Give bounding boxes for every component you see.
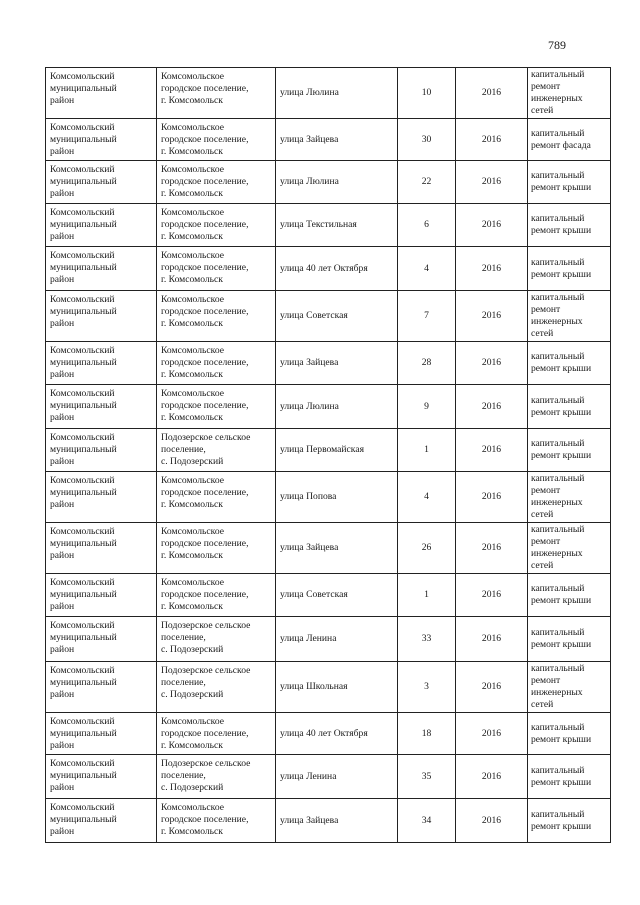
settlement-cell (157, 574, 276, 617)
settlement-cell-line: городское поселение, (161, 306, 249, 317)
table-body (46, 68, 611, 843)
district-cell-line: район (50, 95, 75, 106)
work-type-cell (528, 385, 611, 429)
district-cell-line: район (50, 782, 75, 793)
table-row (46, 523, 611, 574)
settlement-cell (157, 68, 276, 119)
year-cell: 2016 (456, 385, 528, 429)
settlement-cell-line: Комсомольское (161, 122, 224, 133)
district-cell-line: район (50, 601, 75, 612)
work-type-cell-line: капитальный (531, 351, 585, 362)
table-row (46, 713, 611, 755)
district-cell (46, 472, 157, 523)
street-cell: улица Люлина (276, 68, 398, 119)
street-cell: улица Ленина (276, 617, 398, 662)
work-type-cell-line: ремонт (531, 675, 561, 686)
work-type-cell-line: капитальный (531, 69, 585, 80)
district-cell-line: муниципальный (50, 770, 117, 781)
settlement-cell-line: г. Комсомольск (161, 274, 223, 285)
district-cell (46, 119, 157, 161)
district-cell (46, 161, 157, 204)
district-cell (46, 713, 157, 755)
district-cell-line: муниципальный (50, 487, 117, 498)
street-cell: улица Зайцева (276, 119, 398, 161)
settlement-cell-line: Подозерское сельское (161, 665, 251, 676)
settlement-cell-line: с. Подозерский (161, 644, 224, 655)
work-type-cell-line: инженерных (531, 316, 583, 327)
settlement-cell-line: городское поселение, (161, 219, 249, 230)
district-cell-line: Комсомольский (50, 475, 115, 486)
year-cell: 2016 (456, 755, 528, 799)
settlement-cell-line: г. Комсомольск (161, 601, 223, 612)
district-cell-line: Комсомольский (50, 388, 115, 399)
district-cell-line: район (50, 231, 75, 242)
work-type-cell-line: ремонт крыши (531, 182, 592, 193)
street-cell: улица Текстильная (276, 204, 398, 247)
settlement-cell-line: с. Подозерский (161, 456, 224, 467)
year-cell: 2016 (456, 68, 528, 119)
district-cell-line: район (50, 369, 75, 380)
district-cell-line: муниципальный (50, 677, 117, 688)
settlement-cell (157, 429, 276, 472)
house-number-cell: 26 (398, 523, 456, 574)
district-cell-line: район (50, 146, 75, 157)
settlement-cell-line: городское поселение, (161, 589, 249, 600)
settlement-cell-line: городское поселение, (161, 83, 249, 94)
settlement-cell-line: Комсомольское (161, 207, 224, 218)
district-cell-line: муниципальный (50, 176, 117, 187)
district-cell-line: Комсомольский (50, 164, 115, 175)
settlement-cell-line: городское поселение, (161, 176, 249, 187)
work-type-cell-line: ремонт крыши (531, 820, 592, 832)
table-row (46, 662, 611, 713)
settlement-cell-line: Комсомольское (161, 802, 224, 813)
settlement-cell-line: поселение, (161, 677, 206, 688)
work-type-cell-line: инженерных (531, 93, 583, 104)
district-cell-line: муниципальный (50, 728, 117, 739)
house-number-cell: 4 (398, 472, 456, 523)
settlement-cell-line: г. Комсомольск (161, 412, 223, 423)
settlement-cell (157, 204, 276, 247)
settlement-cell-line: г. Комсомольск (161, 95, 223, 106)
work-type-cell (528, 68, 611, 119)
work-type-cell-line: капитальный (531, 256, 585, 268)
table-row (46, 617, 611, 662)
settlement-cell-line: г. Комсомольск (161, 146, 223, 157)
housing-repair-table (45, 67, 611, 843)
house-number-cell: 3 (398, 662, 456, 713)
district-cell-line: Комсомольский (50, 802, 115, 813)
street-cell: улица Школьная (276, 662, 398, 713)
district-cell-line: муниципальный (50, 589, 117, 600)
settlement-cell-line: г. Комсомольск (161, 369, 223, 380)
district-cell (46, 662, 157, 713)
house-number-cell: 22 (398, 161, 456, 204)
work-type-cell-line: ремонт крыши (531, 225, 592, 236)
street-cell: улица Люлина (276, 161, 398, 204)
settlement-cell-line: г. Комсомольск (161, 231, 223, 242)
settlement-cell (157, 247, 276, 291)
district-cell-line: Комсомольский (50, 250, 115, 261)
district-cell (46, 342, 157, 385)
house-number-cell: 35 (398, 755, 456, 799)
settlement-cell-line: городское поселение, (161, 134, 249, 145)
district-cell-line: Комсомольский (50, 577, 115, 588)
district-cell (46, 291, 157, 342)
settlement-cell-line: городское поселение, (161, 262, 249, 273)
settlement-cell (157, 342, 276, 385)
work-type-cell-line: ремонт (531, 81, 561, 92)
district-cell-line: район (50, 456, 75, 467)
settlement-cell (157, 799, 276, 843)
work-type-cell-line: капитальный (531, 170, 585, 181)
district-cell-line: муниципальный (50, 814, 117, 825)
work-type-cell-line: сетей (531, 105, 554, 116)
settlement-cell (157, 119, 276, 161)
settlement-cell (157, 385, 276, 429)
work-type-cell-line: капитальный (531, 663, 585, 674)
district-cell-line: муниципальный (50, 357, 117, 368)
settlement-cell-line: г. Комсомольск (161, 188, 223, 199)
work-type-cell-line: инженерных (531, 548, 583, 559)
district-cell-line: Комсомольский (50, 716, 115, 727)
house-number-cell: 30 (398, 119, 456, 161)
district-cell-line: муниципальный (50, 632, 117, 643)
work-type-cell-line: ремонт крыши (531, 450, 592, 461)
settlement-cell (157, 523, 276, 574)
district-cell-line: Комсомольский (50, 526, 115, 537)
street-cell: улица Зайцева (276, 799, 398, 843)
district-cell-line: Комсомольский (50, 122, 115, 133)
district-cell (46, 429, 157, 472)
work-type-cell (528, 472, 611, 523)
settlement-cell-line: Подозерское сельское (161, 432, 251, 443)
settlement-cell (157, 617, 276, 662)
work-type-cell-line: ремонт крыши (531, 268, 592, 280)
work-type-cell (528, 755, 611, 799)
settlement-cell-line: городское поселение, (161, 728, 249, 739)
year-cell: 2016 (456, 713, 528, 755)
work-type-cell-line: ремонт фасада (531, 139, 591, 151)
work-type-cell-line: ремонт крыши (531, 776, 592, 788)
year-cell: 2016 (456, 119, 528, 161)
settlement-cell-line: городское поселение, (161, 487, 249, 498)
district-cell-line: муниципальный (50, 219, 117, 230)
settlement-cell (157, 291, 276, 342)
work-type-cell-line: капитальный (531, 764, 585, 776)
house-number-cell: 28 (398, 342, 456, 385)
settlement-cell-line: городское поселение, (161, 400, 249, 411)
district-cell-line: муниципальный (50, 306, 117, 317)
district-cell-line: Комсомольский (50, 758, 115, 769)
table-row (46, 472, 611, 523)
house-number-cell: 7 (398, 291, 456, 342)
settlement-cell-line: Комсомольское (161, 294, 224, 305)
table-row (46, 291, 611, 342)
house-number-cell: 18 (398, 713, 456, 755)
work-type-cell-line: ремонт (531, 536, 561, 547)
settlement-cell-line: Комсомольское (161, 475, 224, 486)
page-number: 789 (548, 38, 566, 52)
year-cell: 2016 (456, 342, 528, 385)
work-type-cell-line: ремонт крыши (531, 363, 592, 374)
settlement-cell-line: Комсомольское (161, 345, 224, 356)
district-cell-line: муниципальный (50, 444, 117, 455)
house-number-cell: 1 (398, 429, 456, 472)
work-type-cell (528, 713, 611, 755)
settlement-cell-line: Комсомольское (161, 577, 224, 588)
settlement-cell-line: г. Комсомольск (161, 499, 223, 510)
settlement-cell-line: городское поселение, (161, 357, 249, 368)
district-cell-line: муниципальный (50, 134, 117, 145)
street-cell: улица Советская (276, 291, 398, 342)
settlement-cell-line: Комсомольское (161, 388, 224, 399)
settlement-cell-line: городское поселение, (161, 538, 249, 549)
street-cell: улица Зайцева (276, 342, 398, 385)
district-cell-line: Комсомольский (50, 345, 115, 356)
settlement-cell-line: поселение, (161, 444, 206, 455)
house-number-cell: 10 (398, 68, 456, 119)
house-number-cell: 6 (398, 204, 456, 247)
work-type-cell-line: капитальный (531, 627, 585, 638)
work-type-cell-line: капитальный (531, 524, 585, 535)
work-type-cell-line: сетей (531, 328, 554, 339)
work-type-cell (528, 799, 611, 843)
street-cell: улица 40 лет Октября (276, 713, 398, 755)
work-type-cell-line: капитальный (531, 394, 585, 406)
district-cell-line: район (50, 740, 75, 751)
settlement-cell-line: г. Комсомольск (161, 826, 223, 837)
district-cell (46, 755, 157, 799)
settlement-cell-line: Комсомольское (161, 250, 224, 261)
work-type-cell-line: капитальный (531, 721, 585, 733)
district-cell-line: район (50, 499, 75, 510)
year-cell: 2016 (456, 204, 528, 247)
year-cell: 2016 (456, 662, 528, 713)
street-cell: улица Зайцева (276, 523, 398, 574)
street-cell: улица Первомайская (276, 429, 398, 472)
district-cell-line: Комсомольский (50, 665, 115, 676)
work-type-cell (528, 291, 611, 342)
work-type-cell-line: капитальный (531, 808, 585, 820)
settlement-cell-line: поселение, (161, 770, 206, 781)
work-type-cell (528, 662, 611, 713)
district-cell-line: Комсомольский (50, 620, 115, 631)
house-number-cell: 9 (398, 385, 456, 429)
district-cell (46, 385, 157, 429)
district-cell-line: район (50, 188, 75, 199)
street-cell: улица Ленина (276, 755, 398, 799)
table-row (46, 161, 611, 204)
table-row (46, 247, 611, 291)
district-cell-line: район (50, 826, 75, 837)
settlement-cell-line: Комсомольское (161, 71, 224, 82)
district-cell-line: район (50, 644, 75, 655)
district-cell-line: муниципальный (50, 400, 117, 411)
table-row (46, 799, 611, 843)
year-cell: 2016 (456, 799, 528, 843)
table-row (46, 574, 611, 617)
district-cell (46, 204, 157, 247)
settlement-cell-line: с. Подозерский (161, 782, 224, 793)
work-type-cell-line: инженерных (531, 687, 583, 698)
table-row (46, 204, 611, 247)
settlement-cell (157, 662, 276, 713)
settlement-cell-line: г. Комсомольск (161, 318, 223, 329)
year-cell: 2016 (456, 523, 528, 574)
street-cell: улица Попова (276, 472, 398, 523)
street-cell: улица Люлина (276, 385, 398, 429)
district-cell (46, 247, 157, 291)
settlement-cell-line: Комсомольское (161, 716, 224, 727)
table-row (46, 68, 611, 119)
work-type-cell (528, 574, 611, 617)
district-cell (46, 617, 157, 662)
work-type-cell-line: капитальный (531, 213, 585, 224)
settlement-cell-line: Комсомольское (161, 164, 224, 175)
district-cell-line: Комсомольский (50, 207, 115, 218)
settlement-cell-line: Комсомольское (161, 526, 224, 537)
settlement-cell (157, 161, 276, 204)
year-cell: 2016 (456, 291, 528, 342)
district-cell-line: Комсомольский (50, 71, 115, 82)
work-type-cell-line: капитальный (531, 583, 585, 594)
settlement-cell-line: Подозерское сельское (161, 620, 251, 631)
settlement-cell-line: с. Подозерский (161, 689, 224, 700)
district-cell-line: район (50, 550, 75, 561)
house-number-cell: 33 (398, 617, 456, 662)
work-type-cell (528, 617, 611, 662)
year-cell: 2016 (456, 574, 528, 617)
work-type-cell-line: ремонт крыши (531, 639, 592, 650)
district-cell-line: муниципальный (50, 83, 117, 94)
house-number-cell: 34 (398, 799, 456, 843)
house-number-cell: 1 (398, 574, 456, 617)
work-type-cell-line: ремонт (531, 304, 561, 315)
work-type-cell-line: сетей (531, 699, 554, 710)
table-row (46, 755, 611, 799)
settlement-cell (157, 755, 276, 799)
district-cell (46, 68, 157, 119)
work-type-cell-line: ремонт крыши (531, 406, 592, 418)
table-row (46, 385, 611, 429)
work-type-cell-line: сетей (531, 560, 554, 571)
settlement-cell-line: Подозерское сельское (161, 758, 251, 769)
table-row (46, 429, 611, 472)
work-type-cell-line: ремонт крыши (531, 733, 592, 745)
work-type-cell-line: капитальный (531, 473, 585, 484)
work-type-cell-line: капитальный (531, 127, 585, 139)
settlement-cell-line: поселение, (161, 632, 206, 643)
district-cell (46, 523, 157, 574)
street-cell: улица 40 лет Октября (276, 247, 398, 291)
work-type-cell (528, 247, 611, 291)
year-cell: 2016 (456, 617, 528, 662)
work-type-cell-line: ремонт (531, 485, 561, 496)
year-cell: 2016 (456, 429, 528, 472)
work-type-cell (528, 523, 611, 574)
district-cell-line: район (50, 318, 75, 329)
year-cell: 2016 (456, 472, 528, 523)
work-type-cell-line: капитальный (531, 438, 585, 449)
settlement-cell-line: городское поселение, (161, 814, 249, 825)
work-type-cell (528, 342, 611, 385)
year-cell: 2016 (456, 161, 528, 204)
work-type-cell-line: капитальный (531, 292, 585, 303)
district-cell (46, 574, 157, 617)
work-type-cell-line: ремонт крыши (531, 595, 592, 606)
table-row (46, 119, 611, 161)
work-type-cell (528, 119, 611, 161)
year-cell: 2016 (456, 247, 528, 291)
settlement-cell (157, 713, 276, 755)
settlement-cell-line: г. Комсомольск (161, 740, 223, 751)
table-row (46, 342, 611, 385)
settlement-cell (157, 472, 276, 523)
house-number-cell: 4 (398, 247, 456, 291)
district-cell-line: район (50, 689, 75, 700)
work-type-cell-line: сетей (531, 509, 554, 520)
settlement-cell-line: г. Комсомольск (161, 550, 223, 561)
work-type-cell (528, 429, 611, 472)
work-type-cell (528, 204, 611, 247)
district-cell-line: Комсомольский (50, 294, 115, 305)
street-cell: улица Советская (276, 574, 398, 617)
work-type-cell-line: инженерных (531, 497, 583, 508)
district-cell (46, 799, 157, 843)
district-cell-line: Комсомольский (50, 432, 115, 443)
district-cell-line: муниципальный (50, 262, 117, 273)
work-type-cell (528, 161, 611, 204)
district-cell-line: муниципальный (50, 538, 117, 549)
district-cell-line: район (50, 274, 75, 285)
district-cell-line: район (50, 412, 75, 423)
